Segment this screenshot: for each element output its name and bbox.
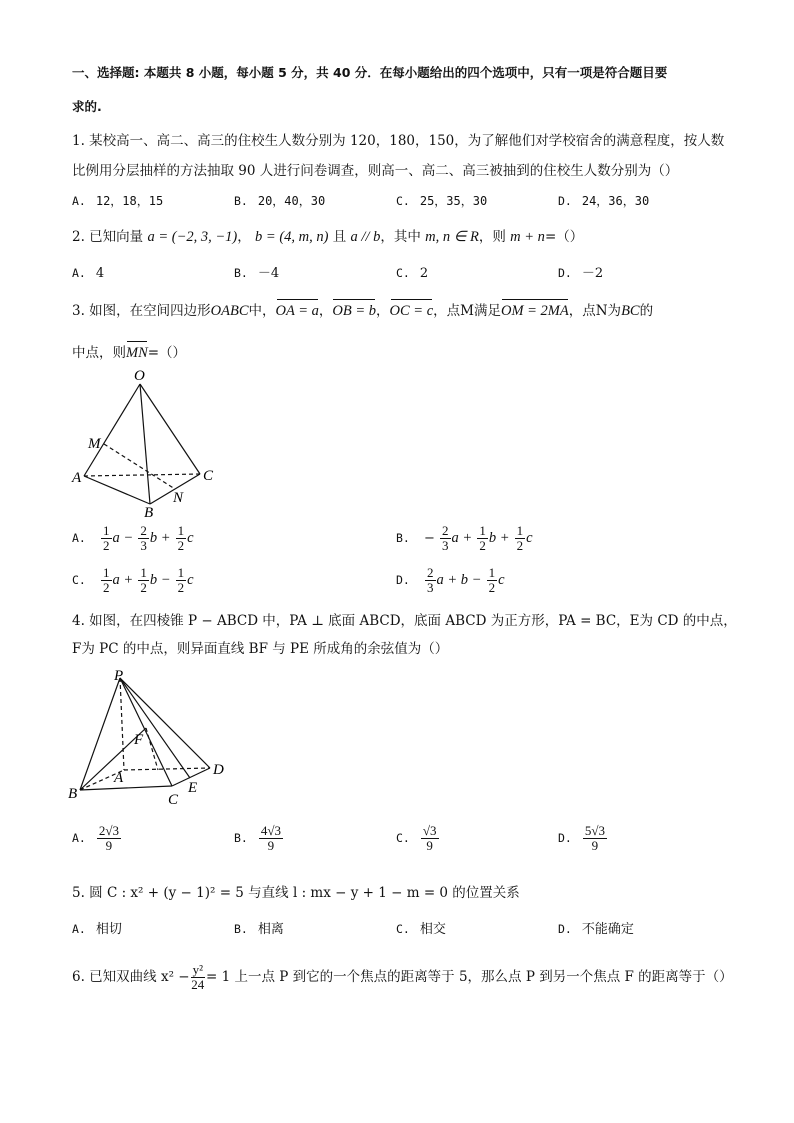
q5-stem: 5. 圆 C : x² + (y − 1)² = 5 与直线 l : mx − y + 1 − m = 0 的位置关系 bbox=[72, 885, 520, 901]
q4-pyramid-figure bbox=[64, 666, 234, 808]
q4-label-a: A bbox=[114, 770, 124, 786]
q4-label-p: P bbox=[114, 668, 124, 684]
q3-option-d: D. $\frac{2}{3}$ a + b − $\frac{1}{2}$ c bbox=[396, 565, 505, 595]
q3-stem-line2: 中点，则MN=（） bbox=[72, 345, 187, 361]
q4-label-b: B bbox=[68, 786, 78, 802]
q4-stem-line2: F为 PC 的中点，则异面直线 BF 与 PE 所成角的余弦值为（） bbox=[72, 641, 449, 657]
q1-option-a: A. 12，18，15 bbox=[72, 194, 164, 208]
q3-option-c: C. $\frac{1}{2}$ a + $\frac{1}{2}$ b − $\frac{1}{2}$ c bbox=[72, 565, 194, 595]
q2-option-d: D. －2 bbox=[558, 266, 604, 281]
q1-option-b: B. 20，40，30 bbox=[234, 194, 326, 208]
q3-tetrahedron-figure bbox=[68, 366, 228, 518]
q2-option-c: C. 2 bbox=[396, 266, 429, 281]
q4-option-d: D. $\frac{5√3}{9}$ bbox=[558, 823, 605, 853]
q3-label-o: O bbox=[134, 368, 145, 384]
q2-stem: 2. 已知向量 a = (−2, 3, −1)， b = (4, m, n) 且 a // b，其中 m, n ∈ R，则 m + n=（） bbox=[72, 229, 584, 245]
q4-label-f: F bbox=[134, 732, 144, 748]
q4-option-c: C. $\frac{√3}{9}$ bbox=[396, 823, 437, 853]
q1-stem-line2: 比例用分层抽样的方法抽取 90 人进行问卷调查，则高一、高二、高三被抽到的住校生人数分别为（） bbox=[72, 163, 679, 179]
q2-option-b: B. －4 bbox=[234, 266, 280, 281]
q4-label-d: D bbox=[213, 762, 224, 778]
q4-label-c: C bbox=[168, 792, 179, 808]
q3-label-n: N bbox=[173, 490, 184, 506]
section-heading-line1: 一、选择题: 本题共 8 小题，每小题 5 分，共 40 分．在每小题给出的四个选项中，只有一项是符合题目要 bbox=[72, 65, 668, 80]
q4-stem-line1: 4. 如图，在四棱锥 P − ABCD 中，PA ⊥ 底面 ABCD，底面 ABCD 为正方形，PA = BC，E为 CD 的中点， bbox=[72, 613, 737, 629]
q2-option-a: A. 4 bbox=[72, 266, 105, 281]
q3-label-a: A bbox=[72, 470, 82, 486]
q3-option-b: B. − $\frac{2}{3}$ a + $\frac{1}{2}$ b + $\frac{1}{2}$ c bbox=[396, 523, 533, 553]
q5-option-a: A. 相切 bbox=[72, 922, 122, 937]
q5-option-d: D. 不能确定 bbox=[558, 922, 634, 937]
q3-label-b: B bbox=[144, 505, 154, 518]
q3-label-c: C bbox=[203, 468, 214, 484]
q5-option-b: B. 相离 bbox=[234, 922, 284, 937]
section-heading-line2: 求的. bbox=[72, 99, 102, 114]
q3-stem-line1: 3. 如图，在空间四边形OABC中，OA = a，OB = b，OC = c，点M满足OM = 2MA，点N为BC的 bbox=[72, 303, 654, 319]
q4-label-e: E bbox=[188, 780, 198, 796]
q4-option-b: B. $\frac{4√3}{9}$ bbox=[234, 823, 281, 853]
q5-option-c: C. 相交 bbox=[396, 922, 446, 937]
q3-label-m: M bbox=[88, 436, 101, 452]
q4-option-a: A. $\frac{2√3}{9}$ bbox=[72, 823, 119, 853]
q1-stem-line1: 1. 某校高一、高二、高三的住校生人数分别为 120，180，150，为了解他们对学校宿舍的满意程度，按人数 bbox=[72, 133, 725, 149]
q6-stem: 6. 已知双曲线 x² − $\frac{\text{y²}}{24}$ = 1 上一点 P 到它的一个焦点的距离等于 5，那么点 P 到另一个焦点 F 的距离等于（） bbox=[72, 962, 733, 992]
q3-option-a: A. $\frac{1}{2}$ a − $\frac{2}{3}$ b + $\frac{1}{2}$ c bbox=[72, 523, 194, 553]
q1-option-c: C. 25，35，30 bbox=[396, 194, 488, 208]
q1-option-d: D. 24，36，30 bbox=[558, 194, 650, 208]
